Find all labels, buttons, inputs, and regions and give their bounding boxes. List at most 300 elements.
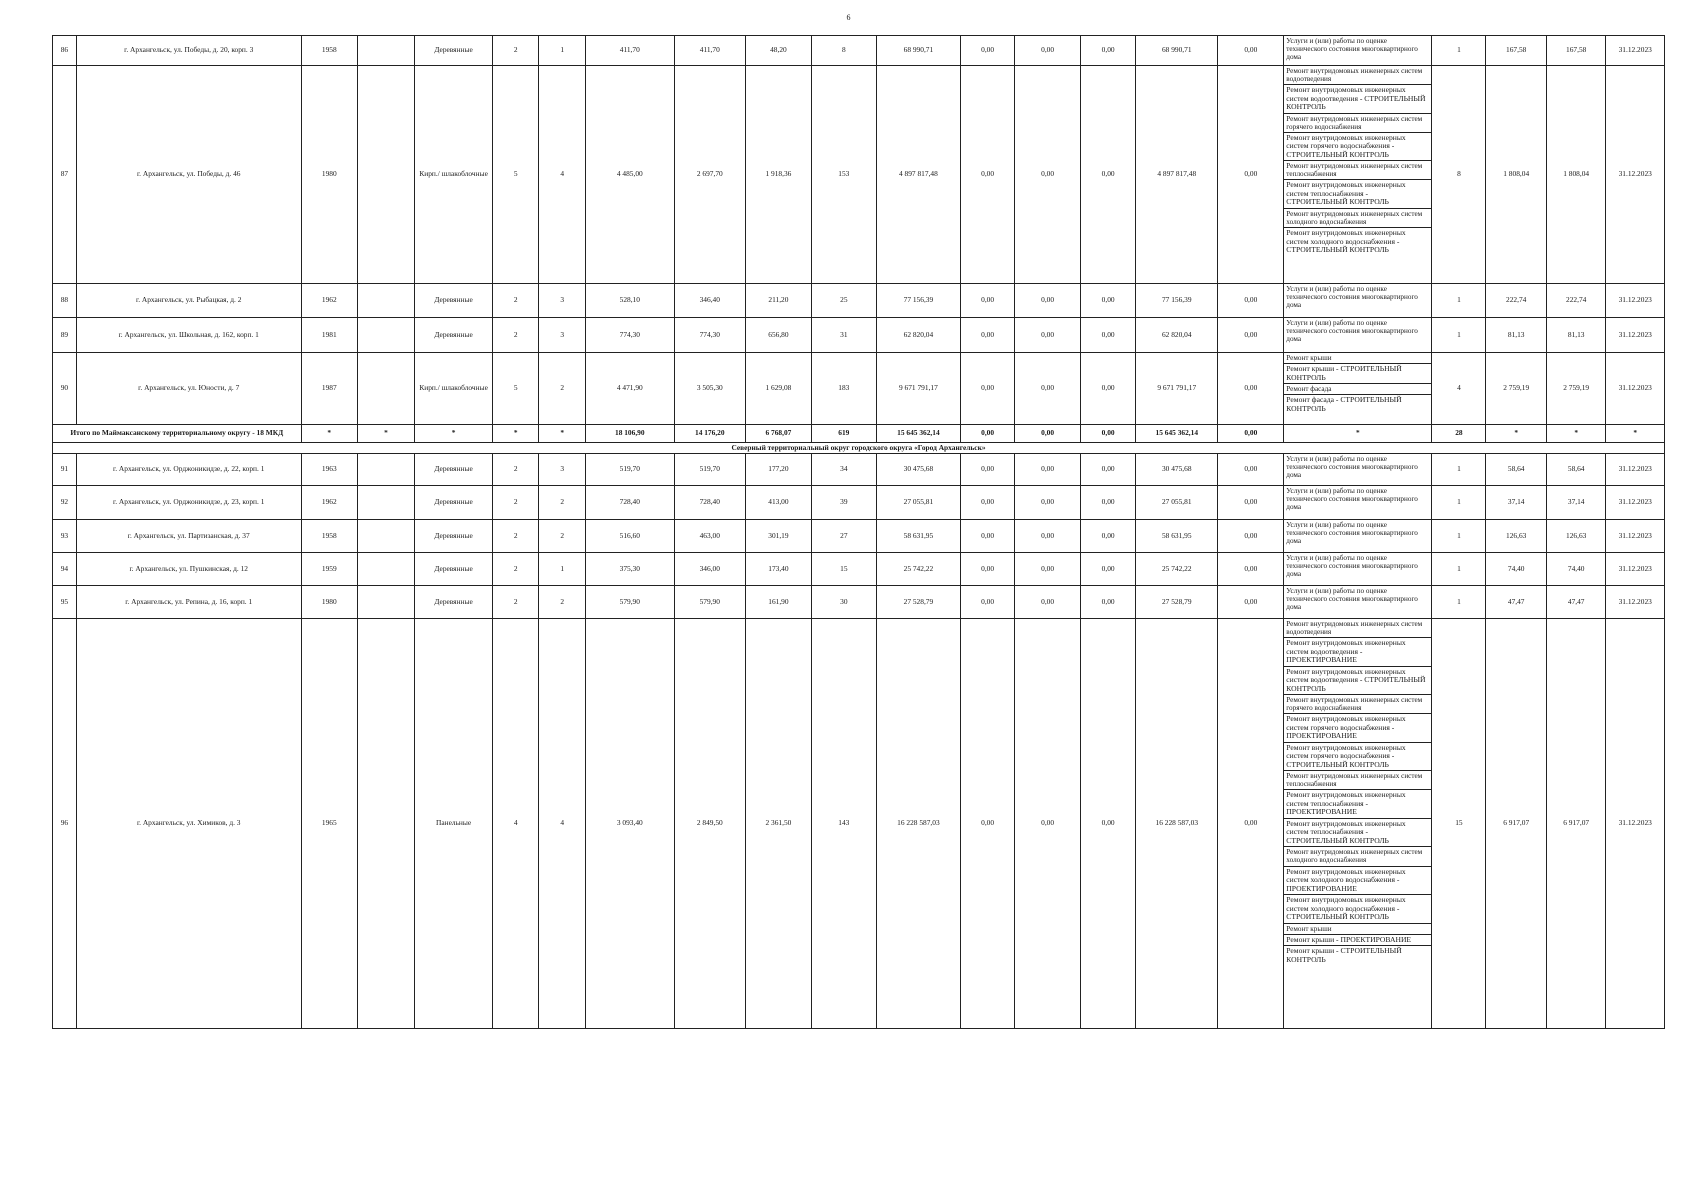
works-cell — [1284, 353, 1432, 425]
section-header-row — [53, 443, 1665, 454]
residents-cell: 153 — [811, 66, 876, 284]
fund-2-cell: 0,00 — [1015, 66, 1081, 284]
row-number: 89 — [53, 318, 77, 353]
year-extra-cell — [357, 619, 414, 1029]
entrances-cell: 2 — [539, 586, 585, 619]
floors-cell: 2 — [493, 36, 539, 66]
unit-max-cell: 1 808,04 — [1546, 66, 1605, 284]
work-item: Ремонт внутридомовых инженерных систем горячего водоснабжения - ПРОЕКТИРОВАНИЕ — [1284, 714, 1431, 743]
entrances-cell: 3 — [539, 318, 585, 353]
owned-area-cell: 161,90 — [745, 586, 811, 619]
other-fund-cell: 0,00 — [1218, 454, 1284, 486]
works-cell — [1284, 520, 1432, 553]
year-cell: 1980 — [301, 66, 357, 284]
page-number: 6 — [846, 13, 851, 22]
total-area-total-cell: 18 106,90 — [585, 425, 674, 443]
deadline-cell: 31.12.2023 — [1606, 553, 1665, 586]
works-list — [1284, 586, 1431, 612]
works-cell — [1284, 553, 1432, 586]
work-item: Ремонт внутридомовых инженерных систем горячего водоснабжения - СТРОИТЕЛЬНЫЙ КОНТРОЛЬ — [1284, 133, 1431, 162]
fund-1-cell: 0,00 — [961, 454, 1015, 486]
total-area-cell: 3 093,40 — [585, 619, 674, 1029]
owned-area-total-cell: 6 768,07 — [745, 425, 811, 443]
deadline-cell: 31.12.2023 — [1606, 66, 1665, 284]
works-cell — [1284, 36, 1432, 66]
owners-fund-cell: 68 990,71 — [1136, 36, 1218, 66]
total-label: Итого по Маймаксанскому территориальному округу - 18 МКД — [53, 425, 302, 443]
work-count-cell: 1 — [1432, 520, 1486, 553]
owners-fund-cell: 58 631,95 — [1136, 520, 1218, 553]
owners-fund-cell: 9 671 791,17 — [1136, 353, 1218, 425]
unit-max-cell: 81,13 — [1546, 318, 1605, 353]
entrances-cell: 2 — [539, 353, 585, 425]
floors-cell: 2 — [493, 454, 539, 486]
owners-fund-cell: 25 742,22 — [1136, 553, 1218, 586]
unit-cost-cell: 167,58 — [1486, 36, 1547, 66]
wall-material-cell: Деревянные — [415, 586, 493, 619]
total-area-cell: 411,70 — [585, 36, 674, 66]
living-area-cell: 728,40 — [674, 486, 745, 520]
year-cell: 1958 — [301, 36, 357, 66]
entrances-total-cell: * — [539, 425, 585, 443]
living-area-cell: 463,00 — [674, 520, 745, 553]
cost-total-cell: 16 228 587,03 — [876, 619, 960, 1029]
work-item: Ремонт внутридомовых инженерных систем горячего водоснабжения - СТРОИТЕЛЬНЫЙ КОНТРОЛЬ — [1284, 743, 1431, 772]
work-item: Ремонт крыши - СТРОИТЕЛЬНЫЙ КОНТРОЛЬ — [1286, 946, 1402, 964]
wall-material-cell: Деревянные — [415, 318, 493, 353]
unit-max-cell: 58,64 — [1546, 454, 1605, 486]
works-list — [1284, 36, 1431, 62]
work-item: Ремонт внутридомовых инженерных систем теплоснабжения - СТРОИТЕЛЬНЫЙ КОНТРОЛЬ — [1284, 819, 1431, 848]
cost-total-cell: 9 671 791,17 — [876, 353, 960, 425]
wall-material-total-cell: * — [415, 425, 493, 443]
cost-total-cell: 68 990,71 — [876, 36, 960, 66]
other-fund-cell: 0,00 — [1218, 36, 1284, 66]
residents-total-cell: 619 — [811, 425, 876, 443]
work-item: Ремонт внутридомовых инженерных систем холодного водоснабжения — [1284, 847, 1431, 866]
residents-cell: 30 — [811, 586, 876, 619]
works-cell — [1284, 284, 1432, 318]
fund-1-total-cell: 0,00 — [961, 425, 1015, 443]
year-total-cell: * — [301, 425, 357, 443]
unit-max-cell: 2 759,19 — [1546, 353, 1605, 425]
owners-fund-cell: 27 528,79 — [1136, 586, 1218, 619]
row-number: 95 — [53, 586, 77, 619]
wall-material-cell: Кирп./ шлакоблочные — [415, 353, 493, 425]
fund-1-cell: 0,00 — [961, 486, 1015, 520]
row-number: 93 — [53, 520, 77, 553]
owned-area-cell: 656,80 — [745, 318, 811, 353]
living-area-cell: 519,70 — [674, 454, 745, 486]
year-cell: 1965 — [301, 619, 357, 1029]
residents-cell: 34 — [811, 454, 876, 486]
other-fund-cell: 0,00 — [1218, 619, 1284, 1029]
works-cell — [1284, 619, 1432, 1029]
floors-cell: 5 — [493, 353, 539, 425]
work-item: Услуги и (или) работы по оценке технического состояния многоквартирного дома — [1286, 319, 1418, 344]
year-cell: 1980 — [301, 586, 357, 619]
fund-1-cell: 0,00 — [961, 619, 1015, 1029]
fund-2-cell: 0,00 — [1015, 586, 1081, 619]
works-cell — [1284, 454, 1432, 486]
work-count-cell: 1 — [1432, 486, 1486, 520]
other-fund-cell: 0,00 — [1218, 553, 1284, 586]
work-item: Ремонт внутридомовых инженерных систем холодного водоснабжения — [1284, 209, 1431, 228]
year-extra-cell — [357, 318, 414, 353]
floors-cell: 2 — [493, 553, 539, 586]
owners-fund-cell: 62 820,04 — [1136, 318, 1218, 353]
floors-cell: 2 — [493, 486, 539, 520]
entrances-cell: 1 — [539, 553, 585, 586]
fund-3-cell: 0,00 — [1081, 553, 1136, 586]
wall-material-cell: Деревянные — [415, 486, 493, 520]
fund-1-cell: 0,00 — [961, 36, 1015, 66]
work-item: Ремонт внутридомовых инженерных систем горячего водоснабжения — [1284, 114, 1431, 133]
residents-cell: 31 — [811, 318, 876, 353]
works-list — [1284, 486, 1431, 512]
work-item: Ремонт внутридомовых инженерных систем водоотведения — [1284, 66, 1431, 85]
floors-cell: 2 — [493, 284, 539, 318]
cost-total-cell: 58 631,95 — [876, 520, 960, 553]
floors-cell: 5 — [493, 66, 539, 284]
work-item: Ремонт внутридомовых инженерных систем горячего водоснабжения — [1284, 695, 1431, 714]
fund-1-cell: 0,00 — [961, 553, 1015, 586]
fund-2-cell: 0,00 — [1015, 486, 1081, 520]
work-count-cell: 1 — [1432, 553, 1486, 586]
address-cell: г. Архангельск, ул. Партизанская, д. 37 — [76, 520, 301, 553]
work-item: Услуги и (или) работы по оценке технического состояния многоквартирного дома — [1286, 587, 1418, 612]
year-cell: 1981 — [301, 318, 357, 353]
wall-material-cell: Деревянные — [415, 36, 493, 66]
year-cell: 1962 — [301, 284, 357, 318]
entrances-cell: 2 — [539, 520, 585, 553]
living-area-cell: 2 849,50 — [674, 619, 745, 1029]
total-area-cell: 774,30 — [585, 318, 674, 353]
work-count-total-cell: 28 — [1432, 425, 1486, 443]
table-row — [53, 553, 1665, 586]
deadline-total-cell: * — [1606, 425, 1665, 443]
address-cell: г. Архангельск, ул. Орджоникидзе, д. 23, корп. 1 — [76, 486, 301, 520]
work-count-cell: 1 — [1432, 454, 1486, 486]
year-cell: 1959 — [301, 553, 357, 586]
residents-cell: 8 — [811, 36, 876, 66]
owned-area-cell: 413,00 — [745, 486, 811, 520]
living-area-cell: 2 697,70 — [674, 66, 745, 284]
living-area-cell: 411,70 — [674, 36, 745, 66]
unit-max-cell: 222,74 — [1546, 284, 1605, 318]
owners-fund-cell: 27 055,81 — [1136, 486, 1218, 520]
fund-3-cell: 0,00 — [1081, 353, 1136, 425]
address-cell: г. Архангельск, ул. Победы, д. 20, корп. 3 — [76, 36, 301, 66]
fund-3-cell: 0,00 — [1081, 284, 1136, 318]
deadline-cell: 31.12.2023 — [1606, 520, 1665, 553]
cost-total-cell: 25 742,22 — [876, 553, 960, 586]
year-cell: 1987 — [301, 353, 357, 425]
deadline-cell: 31.12.2023 — [1606, 586, 1665, 619]
deadline-cell: 31.12.2023 — [1606, 353, 1665, 425]
work-item: Ремонт внутридомовых инженерных систем водоотведения - ПРОЕКТИРОВАНИЕ — [1284, 638, 1431, 667]
unit-cost-cell: 37,14 — [1486, 486, 1547, 520]
works-cell — [1284, 586, 1432, 619]
address-cell: г. Архангельск, ул. Репина, д. 16, корп. 1 — [76, 586, 301, 619]
entrances-cell: 4 — [539, 619, 585, 1029]
work-item: Ремонт внутридомовых инженерных систем теплоснабжения - СТРОИТЕЛЬНЫЙ КОНТРОЛЬ — [1284, 180, 1431, 209]
fund-1-cell: 0,00 — [961, 520, 1015, 553]
table-row — [53, 36, 1665, 66]
year-cell: 1962 — [301, 486, 357, 520]
cost-total-cell: 27 055,81 — [876, 486, 960, 520]
floors-cell: 2 — [493, 520, 539, 553]
table-row — [53, 284, 1665, 318]
fund-2-cell: 0,00 — [1015, 318, 1081, 353]
table-row — [53, 66, 1665, 284]
address-cell: г. Архангельск, ул. Орджоникидзе, д. 22, корп. 1 — [76, 454, 301, 486]
entrances-cell: 2 — [539, 486, 585, 520]
total-area-cell: 728,40 — [585, 486, 674, 520]
work-item: Ремонт внутридомовых инженерных систем водоотведения - СТРОИТЕЛЬНЫЙ КОНТРОЛЬ — [1284, 85, 1431, 114]
unit-max-cell: 37,14 — [1546, 486, 1605, 520]
work-item: Ремонт внутридомовых инженерных систем холодного водоснабжения - СТРОИТЕЛЬНЫЙ КОНТРОЛЬ — [1284, 895, 1431, 924]
fund-3-cell: 0,00 — [1081, 486, 1136, 520]
unit-cost-cell: 126,63 — [1486, 520, 1547, 553]
works-cell — [1284, 66, 1432, 284]
table-row — [53, 486, 1665, 520]
living-area-cell: 3 505,30 — [674, 353, 745, 425]
work-item: Ремонт фасада — [1284, 384, 1431, 395]
unit-cost-cell: 6 917,07 — [1486, 619, 1547, 1029]
owners-fund-cell: 16 228 587,03 — [1136, 619, 1218, 1029]
owners-fund-cell: 4 897 817,48 — [1136, 66, 1218, 284]
work-item: Ремонт внутридомовых инженерных систем водоотведения — [1284, 619, 1431, 638]
work-count-cell: 8 — [1432, 66, 1486, 284]
cost-total-cell: 77 156,39 — [876, 284, 960, 318]
other-fund-cell: 0,00 — [1218, 284, 1284, 318]
deadline-cell: 31.12.2023 — [1606, 36, 1665, 66]
work-item: Услуги и (или) работы по оценке технического состояния многоквартирного дома — [1286, 554, 1418, 579]
owners-fund-cell: 77 156,39 — [1136, 284, 1218, 318]
year-extra-cell — [357, 284, 414, 318]
row-number: 96 — [53, 619, 77, 1029]
fund-2-cell: 0,00 — [1015, 454, 1081, 486]
table-row — [53, 454, 1665, 486]
work-item: Ремонт внутридомовых инженерных систем холодного водоснабжения - ПРОЕКТИРОВАНИЕ — [1284, 867, 1431, 896]
total-row — [53, 425, 1665, 443]
cost-total-total-cell: 15 645 362,14 — [876, 425, 960, 443]
fund-1-cell: 0,00 — [961, 66, 1015, 284]
row-number: 86 — [53, 36, 77, 66]
unit-cost-cell: 58,64 — [1486, 454, 1547, 486]
living-area-cell: 346,40 — [674, 284, 745, 318]
work-count-cell: 4 — [1432, 353, 1486, 425]
section-title: Северный территориальный округ городского округа «Город Архангельск» — [53, 443, 1665, 454]
year-cell: 1958 — [301, 520, 357, 553]
year-extra-total-cell: * — [357, 425, 414, 443]
work-count-cell: 1 — [1432, 586, 1486, 619]
unit-cost-cell: 2 759,19 — [1486, 353, 1547, 425]
fund-2-cell: 0,00 — [1015, 36, 1081, 66]
fund-3-cell: 0,00 — [1081, 520, 1136, 553]
deadline-cell: 31.12.2023 — [1606, 318, 1665, 353]
fund-2-cell: 0,00 — [1015, 553, 1081, 586]
residents-cell: 183 — [811, 353, 876, 425]
works-list — [1284, 284, 1431, 310]
address-cell: г. Архангельск, ул. Пушкинская, д. 12 — [76, 553, 301, 586]
residents-cell: 143 — [811, 619, 876, 1029]
owners-fund-cell: 30 475,68 — [1136, 454, 1218, 486]
fund-3-cell: 0,00 — [1081, 454, 1136, 486]
total-area-cell: 528,10 — [585, 284, 674, 318]
fund-2-cell: 0,00 — [1015, 520, 1081, 553]
total-area-cell: 519,70 — [585, 454, 674, 486]
other-fund-cell: 0,00 — [1218, 66, 1284, 284]
living-area-cell: 774,30 — [674, 318, 745, 353]
address-cell: г. Архангельск, ул. Химиков, д. 3 — [76, 619, 301, 1029]
work-item: Услуги и (или) работы по оценке технического состояния многоквартирного дома — [1286, 285, 1418, 310]
works-list — [1284, 619, 1431, 965]
other-fund-cell: 0,00 — [1218, 318, 1284, 353]
entrances-cell: 4 — [539, 66, 585, 284]
wall-material-cell: Деревянные — [415, 454, 493, 486]
cost-total-cell: 4 897 817,48 — [876, 66, 960, 284]
entrances-cell: 3 — [539, 284, 585, 318]
unit-max-cell: 6 917,07 — [1546, 619, 1605, 1029]
unit-max-cell: 47,47 — [1546, 586, 1605, 619]
address-cell: г. Архангельск, ул. Победы, д. 46 — [76, 66, 301, 284]
wall-material-cell: Кирп./ шлакоблочные — [415, 66, 493, 284]
deadline-cell: 31.12.2023 — [1606, 619, 1665, 1029]
total-area-cell: 4 471,90 — [585, 353, 674, 425]
address-cell: г. Архангельск, ул. Школьная, д. 162, корп. 1 — [76, 318, 301, 353]
cost-total-cell: 62 820,04 — [876, 318, 960, 353]
work-item: Услуги и (или) работы по оценке технического состояния многоквартирного дома — [1286, 37, 1418, 62]
fund-3-total-cell: 0,00 — [1081, 425, 1136, 443]
fund-2-cell: 0,00 — [1015, 619, 1081, 1029]
living-area-total-cell: 14 176,20 — [674, 425, 745, 443]
table-row — [53, 353, 1665, 425]
unit-max-cell: 167,58 — [1546, 36, 1605, 66]
works-list — [1284, 66, 1431, 256]
work-item: Ремонт внутридомовых инженерных систем теплоснабжения — [1284, 161, 1431, 180]
year-extra-cell — [357, 586, 414, 619]
fund-3-cell: 0,00 — [1081, 619, 1136, 1029]
row-number: 91 — [53, 454, 77, 486]
work-item: Ремонт крыши - СТРОИТЕЛЬНЫЙ КОНТРОЛЬ — [1284, 364, 1431, 384]
work-count-cell: 1 — [1432, 284, 1486, 318]
row-number: 94 — [53, 553, 77, 586]
work-item: Услуги и (или) работы по оценке технического состояния многоквартирного дома — [1286, 455, 1418, 480]
address-cell: г. Архангельск, ул. Юности, д. 7 — [76, 353, 301, 425]
owned-area-cell: 1 629,08 — [745, 353, 811, 425]
works-list — [1284, 520, 1431, 546]
work-count-cell: 15 — [1432, 619, 1486, 1029]
works-list — [1284, 553, 1431, 579]
residents-cell: 15 — [811, 553, 876, 586]
unit-max-cell: 126,63 — [1546, 520, 1605, 553]
total-area-cell: 579,90 — [585, 586, 674, 619]
works-list — [1284, 318, 1431, 344]
work-item: Ремонт крыши — [1284, 353, 1431, 364]
floors-cell: 4 — [493, 619, 539, 1029]
cost-total-cell: 30 475,68 — [876, 454, 960, 486]
residents-cell: 25 — [811, 284, 876, 318]
fund-1-cell: 0,00 — [961, 318, 1015, 353]
deadline-cell: 31.12.2023 — [1606, 454, 1665, 486]
owned-area-cell: 173,40 — [745, 553, 811, 586]
other-fund-cell: 0,00 — [1218, 486, 1284, 520]
year-extra-cell — [357, 36, 414, 66]
fund-1-cell: 0,00 — [961, 353, 1015, 425]
year-extra-cell — [357, 520, 414, 553]
total-area-cell: 4 485,00 — [585, 66, 674, 284]
total-area-cell: 516,60 — [585, 520, 674, 553]
other-fund-cell: 0,00 — [1218, 353, 1284, 425]
address-cell: г. Архангельск, ул. Рыбацкая, д. 2 — [76, 284, 301, 318]
unit-cost-total-cell: * — [1486, 425, 1547, 443]
year-cell: 1963 — [301, 454, 357, 486]
owned-area-cell: 301,19 — [745, 520, 811, 553]
works-list — [1284, 454, 1431, 480]
table-row — [53, 586, 1665, 619]
owned-area-cell: 177,20 — [745, 454, 811, 486]
entrances-cell: 3 — [539, 454, 585, 486]
other-fund-total-cell: 0,00 — [1218, 425, 1284, 443]
table-row — [53, 520, 1665, 553]
row-number: 92 — [53, 486, 77, 520]
cost-total-cell: 27 528,79 — [876, 586, 960, 619]
works-total-cell: * — [1284, 425, 1432, 443]
other-fund-cell: 0,00 — [1218, 520, 1284, 553]
work-item: Услуги и (или) работы по оценке технического состояния многоквартирного дома — [1286, 487, 1418, 512]
year-extra-cell — [357, 486, 414, 520]
works-cell — [1284, 486, 1432, 520]
unit-cost-cell: 222,74 — [1486, 284, 1547, 318]
fund-2-cell: 0,00 — [1015, 353, 1081, 425]
wall-material-cell: Деревянные — [415, 553, 493, 586]
work-item: Ремонт фасада - СТРОИТЕЛЬНЫЙ КОНТРОЛЬ — [1286, 395, 1402, 413]
fund-3-cell: 0,00 — [1081, 66, 1136, 284]
unit-cost-cell: 47,47 — [1486, 586, 1547, 619]
owners-fund-total-cell: 15 645 362,14 — [1136, 425, 1218, 443]
residents-cell: 39 — [811, 486, 876, 520]
row-number: 87 — [53, 66, 77, 284]
capital-repair-table — [52, 35, 1665, 1029]
living-area-cell: 579,90 — [674, 586, 745, 619]
work-item: Услуги и (или) работы по оценке технического состояния многоквартирного дома — [1286, 521, 1418, 546]
work-item: Ремонт внутридомовых инженерных систем теплоснабжения — [1284, 771, 1431, 790]
owned-area-cell: 48,20 — [745, 36, 811, 66]
work-item: Ремонт крыши - ПРОЕКТИРОВАНИЕ — [1284, 935, 1431, 947]
floors-total-cell: * — [493, 425, 539, 443]
owned-area-cell: 1 918,36 — [745, 66, 811, 284]
works-cell — [1284, 318, 1432, 353]
work-item: Ремонт крыши — [1284, 924, 1431, 935]
works-list — [1284, 353, 1431, 414]
owned-area-cell: 2 361,50 — [745, 619, 811, 1029]
fund-1-cell: 0,00 — [961, 284, 1015, 318]
floors-cell: 2 — [493, 318, 539, 353]
deadline-cell: 31.12.2023 — [1606, 486, 1665, 520]
residents-cell: 27 — [811, 520, 876, 553]
unit-max-total-cell: * — [1546, 425, 1605, 443]
fund-2-cell: 0,00 — [1015, 284, 1081, 318]
total-area-cell: 375,30 — [585, 553, 674, 586]
year-extra-cell — [357, 66, 414, 284]
table-row — [53, 619, 1665, 1029]
row-number: 88 — [53, 284, 77, 318]
fund-3-cell: 0,00 — [1081, 36, 1136, 66]
wall-material-cell: Панельные — [415, 619, 493, 1029]
unit-cost-cell: 1 808,04 — [1486, 66, 1547, 284]
